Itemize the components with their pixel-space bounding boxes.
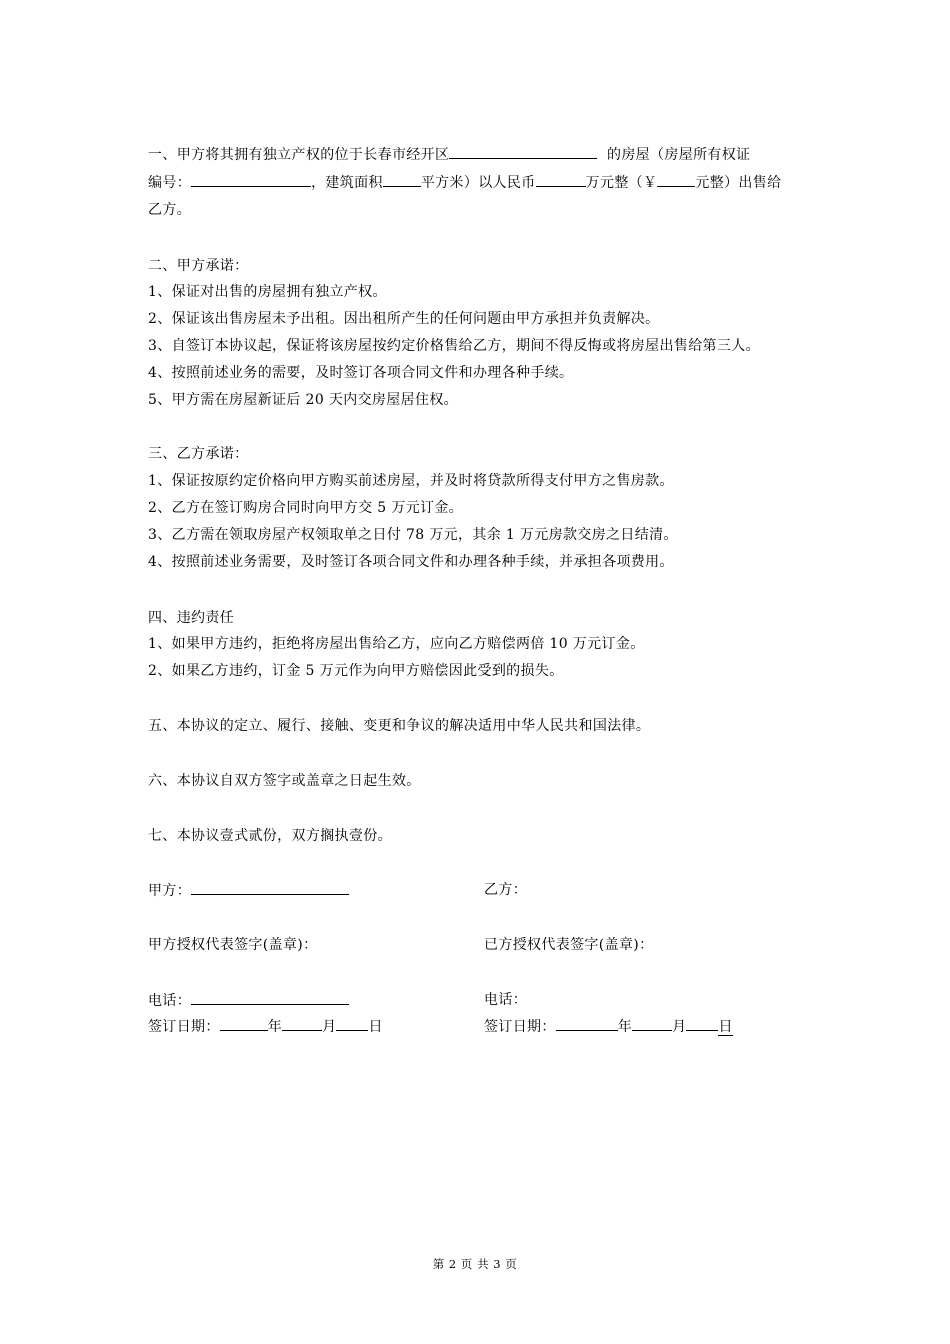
phone-a-line [148,990,349,1011]
section2-item: 4、按照前述业务的需要，及时签订各项合同文件和办理各种手续。 [148,365,574,381]
party-a-blank [191,880,349,895]
section1-text-b: 的房屋（房屋所有权证 [606,147,751,163]
section3-item: 4、按照前述业务需要，及时签订各项合同文件和办理各种手续，并承担各项费用。 [148,554,674,570]
date-a-month-blank [282,1016,322,1031]
date-a-label: 签订日期： [148,1019,220,1035]
section7: 七、本协议壹式贰份，双方搁执壹份。 [148,828,392,844]
date-b-month: 月 [672,1019,687,1035]
party-a-line [148,880,349,901]
section2-item: 5、甲方需在房屋新证后 20 天内交房屋居住权。 [148,392,459,408]
price-tail: 元整）出售给 [695,175,782,191]
date-a-year-blank [220,1016,268,1031]
section4-item: 1、如果甲方违约，拒绝将房屋出售给乙方，应向乙方赔偿两倍 10 万元订金。 [148,636,645,652]
area-label: ，建筑面积 [311,175,383,191]
date-b-month-blank [632,1016,672,1031]
date-a-year: 年 [267,1019,283,1035]
section1-line2 [148,172,781,193]
section4-item: 2、如果乙方违约，订金 5 万元作为向甲方赔偿因此受到的损失。 [148,663,564,679]
price-number-blank [657,172,695,187]
date-b-line [484,1016,733,1037]
section3-heading: 三、乙方承诺： [148,446,249,462]
section6: 六、本协议自双方签字或盖章之日起生效。 [148,773,421,789]
date-b-year-blank [556,1016,618,1031]
section3-item: 2、乙方在签订购房合同时向甲方交 5 万元订金。 [148,500,464,516]
section1-line3: 乙方。 [148,202,192,218]
cert-number-label: 编号： [148,175,192,191]
section2-item: 2、保证该出售房屋未予出租。因出租所产生的任何问题由甲方承担并负责解决。 [148,311,660,327]
phone-a-blank [191,990,349,1005]
date-a-month: 月 [322,1019,337,1035]
section2-item: 3、自签订本协议起，保证将该房屋按约定价格售给乙方，期间不得反悔或将房屋出售给第三人。 [148,338,760,354]
date-a-day-blank [336,1016,368,1031]
date-a-day: 日 [368,1019,383,1035]
rep-b-label: 已方授权代表签字(盖章)： [484,937,654,953]
section2-item: 1、保证对出售的房屋拥有独立产权。 [148,284,387,300]
section2-heading: 二、甲方承诺： [148,258,249,274]
section5: 五、本协议的定立、履行、接触、变更和争议的解决适用中华人民共和国法律。 [148,718,651,734]
price-blank [536,172,586,187]
phone-a-label: 电话： [148,993,192,1009]
section1-line1 [148,144,750,165]
date-b-day: 日 [718,1019,733,1035]
section4-heading: 四、违约责任 [148,610,235,626]
cert-number-blank [191,172,311,187]
date-a-line [148,1016,383,1037]
rep-a-label: 甲方授权代表签字(盖章)： [148,937,318,953]
page-footer: 第 2 页 共 3 页 [432,1257,518,1271]
section3-item: 1、保证按原约定价格向甲方购买前述房屋，并及时将贷款所得支付甲方之售房款。 [148,473,674,489]
date-b-day-blank [686,1016,718,1031]
price-label: 平方米）以人民币 [420,175,536,191]
price-unit: 万元整（￥ [585,175,658,191]
area-blank [383,172,421,187]
date-b-label: 签订日期： [484,1019,556,1035]
phone-b-label: 电话： [484,992,528,1008]
district-blank [449,144,597,159]
section3-item: 3、乙方需在领取房屋产权领取单之日付 78 万元，其余 1 万元房款交房之日结清。 [148,527,678,543]
party-b-label: 乙方： [484,882,528,898]
section1-text-a: 一、甲方将其拥有独立产权的位于长春市经开区 [148,147,450,163]
date-b-year: 年 [617,1019,633,1035]
party-a-label: 甲方： [148,883,192,899]
